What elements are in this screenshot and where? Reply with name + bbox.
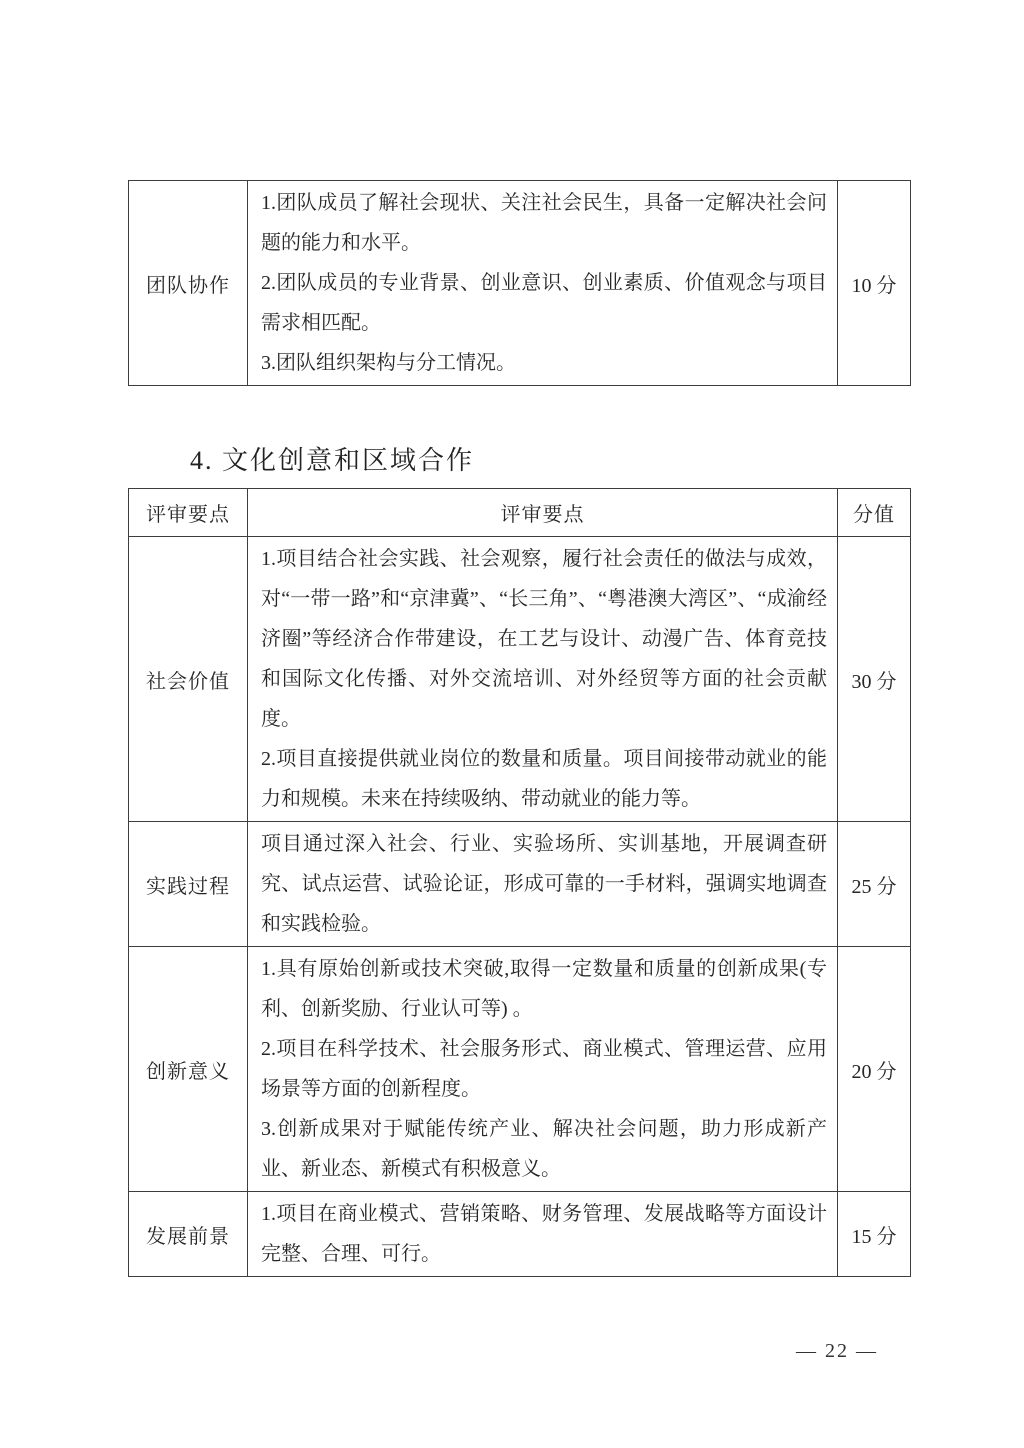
team-collaboration-table (128, 180, 911, 386)
page-number: — 22 — (796, 1340, 878, 1362)
criteria-paragraph: 1.项目结合社会实践、社会观察，履行社会责任的做法与成效，对“一带一路”和“京津冀”、“长三角”、“粤港澳大湾区”、“成渝经济圈”等经济合作带建设，在工艺与设计、动漫广告、体育竞技和国际文化传播、对外交流培训、对外经贸等方面的社会贡献度。 (261, 548, 827, 730)
header-score: 分值 (838, 489, 911, 537)
score-cell: 15 分 (838, 1192, 911, 1277)
criteria-cell (248, 181, 838, 386)
header-criteria: 评审要点 (248, 489, 838, 537)
criteria-paragraph: 1.项目在商业模式、营销策略、财务管理、发展战略等方面设计完整、合理、可行。 (261, 1203, 827, 1265)
section-heading: 4. 文化创意和区域合作 (190, 446, 475, 475)
table-header-row (129, 489, 911, 537)
criteria-cell (248, 1192, 838, 1277)
score-cell: 10 分 (838, 181, 911, 386)
criteria-paragraph: 3.团队组织架构与分工情况。 (261, 352, 516, 374)
criteria-cell (248, 537, 838, 822)
team-collaboration-table-wrap (128, 180, 911, 386)
criteria-cell (248, 822, 838, 947)
table-row-development-prospect (129, 1192, 911, 1277)
category-cell: 创新意义 (129, 947, 248, 1192)
criteria-paragraph: 2.项目直接提供就业岗位的数量和质量。项目间接带动就业的能力和规模。未来在持续吸纳、带动就业的能力等。 (261, 748, 827, 810)
table-row-innovation-significance (129, 947, 911, 1192)
criteria-paragraph: 1.团队成员了解社会现状、关注社会民生，具备一定解决社会问题的能力和水平。 (261, 192, 827, 254)
criteria-paragraph: 1.具有原始创新或技术突破,取得一定数量和质量的创新成果(专利、创新奖励、行业认可等) 。 (261, 958, 827, 1020)
category-cell: 社会价值 (129, 537, 248, 822)
score-cell: 25 分 (838, 822, 911, 947)
criteria-cell (248, 947, 838, 1192)
criteria-paragraph: 3.创新成果对于赋能传统产业、解决社会问题，助力形成新产业、新业态、新模式有积极意义。 (261, 1118, 827, 1180)
rubric-table-wrap (128, 488, 911, 1277)
category-cell: 实践过程 (129, 822, 248, 947)
rubric-table (128, 488, 911, 1277)
criteria-paragraph: 项目通过深入社会、行业、实验场所、实训基地，开展调查研究、试点运营、试验论证，形成可靠的一手材料，强调实地调查和实践检验。 (261, 833, 827, 935)
criteria-paragraph: 2.团队成员的专业背景、创业意识、创业素质、价值观念与项目需求相匹配。 (261, 272, 827, 334)
score-cell: 20 分 (838, 947, 911, 1192)
table-row-team-collaboration (129, 181, 911, 386)
table-row-social-value (129, 537, 911, 822)
header-category: 评审要点 (129, 489, 248, 537)
category-cell: 团队协作 (129, 181, 248, 386)
category-cell: 发展前景 (129, 1192, 248, 1277)
score-cell: 30 分 (838, 537, 911, 822)
criteria-paragraph: 2.项目在科学技术、社会服务形式、商业模式、管理运营、应用场景等方面的创新程度。 (261, 1038, 827, 1100)
table-row-practice-process (129, 822, 911, 947)
